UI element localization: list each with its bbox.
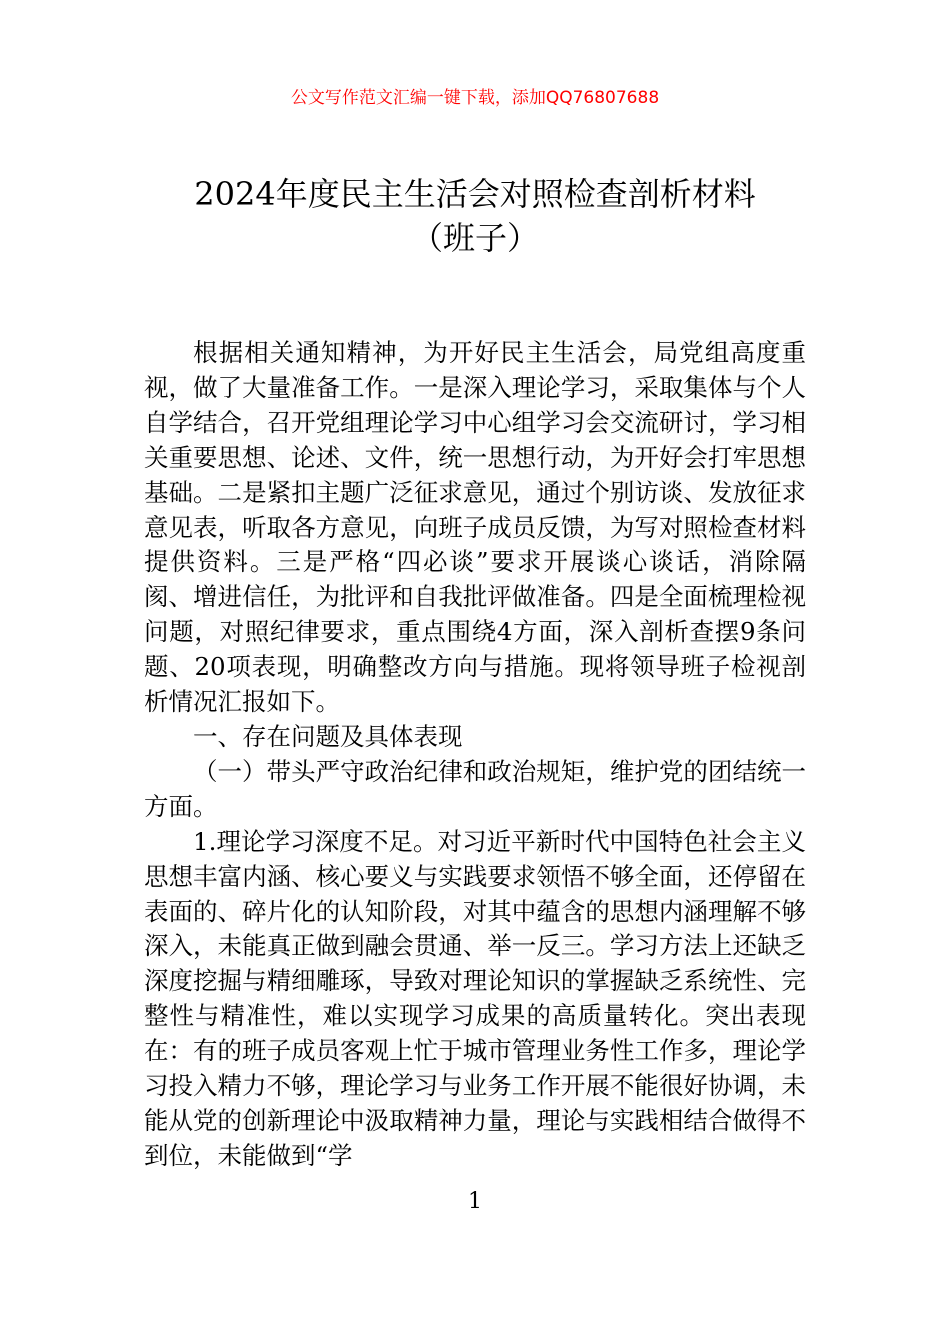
subsection-heading: （一）带头严守政治纪律和政治规矩，维护党的团结统一方面。 <box>144 756 806 821</box>
document-body <box>144 336 806 1174</box>
document-title: 2024年度民主生活会对照检查剖析材料 <box>194 175 756 213</box>
intro-paragraph: 根据相关通知精神，为开好民主生活会，局党组高度重视，做了大量准备工作。一是深入理论学习，采取集体与个人自学结合，召开党组理论学习中心组学习会交流研讨，学习相关重要思想、论述、文件，统一思想行动，为开好会打牢思想基础。二是紧扣主题广泛征求意见，通过个别访谈、发放征求意见表，听取各方意见，向班子成员反馈，为写对照检查材料提供资料。三是严格“四必谈”要求开展谈心谈话，消除隔阂、增进信任，为批评和自我批评做准备。四是全面梳理检视问题，对照纪律要求，重点围绕4方面，深入剖析查摆9条问题、20项表现，明确整改方向与措施。现将领导班子检视剖析情况汇报如下。 <box>144 338 806 717</box>
page-number: 1 <box>468 1189 482 1214</box>
section-heading: 一、存在问题及具体表现 <box>193 721 463 751</box>
issue-paragraph: 1.理论学习深度不足。对习近平新时代中国特色社会主义思想丰富内涵、核心要义与实践要求领悟不够全面，还停留在表面的、碎片化的认知阶段，对其中蕴含的思想内涵理解不够深入，未能真正做到融会贯通、举一反三。学习方法上还缺乏深度挖掘与精细雕琢，导致对理论知识的掌握缺乏系统性、完整性与精准性，难以实现学习成果的高质量转化。突出表现在：有的班子成员客观上忙于城市管理业务性工作多，理论学习投入精力不够，理论学习与业务工作开展不能很好协调，未能从党的创新理论中汲取精神力量，理论与实践相结合做得不到位，未能做到“学 <box>144 826 806 1170</box>
download-ad-header: 公文写作范文汇编一键下载，添加QQ76807688 <box>290 88 660 108</box>
document-subtitle: （班子） <box>410 219 539 257</box>
